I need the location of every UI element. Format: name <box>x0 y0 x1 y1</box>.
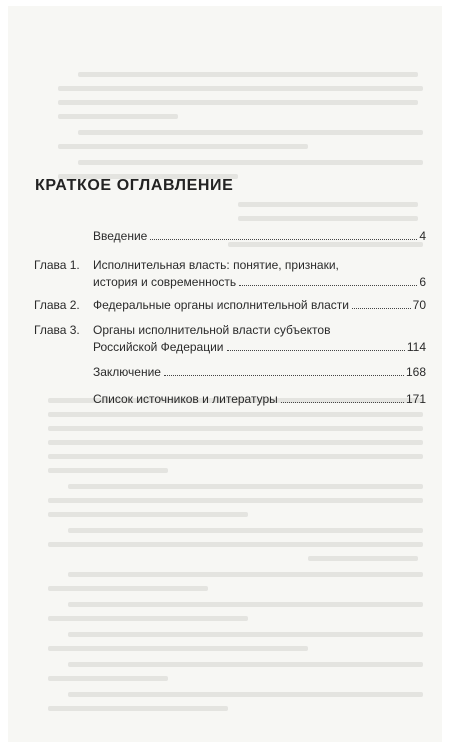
dot-leader <box>164 375 404 376</box>
toc-entry-page: 114 <box>406 340 426 354</box>
toc-entry-conclusion[interactable] <box>34 364 426 381</box>
toc-entry-title-line-1: Органы исполнительной власти субъектов <box>93 323 331 337</box>
toc-entry-page: 4 <box>419 229 426 243</box>
toc-entry-title: Список источников и литературы <box>93 392 278 406</box>
dot-leader <box>227 350 405 351</box>
toc-entry-title-line-2: история и современность <box>93 275 237 289</box>
toc-entry-number: Глава 2. <box>34 298 80 312</box>
dot-leader <box>150 239 417 240</box>
toc-entry-number <box>34 228 93 245</box>
table-of-contents <box>34 228 426 408</box>
toc-entry-chapter-1[interactable] <box>34 257 426 291</box>
toc-entry-title-line-1: Исполнительная власть: понятие, признаки, <box>93 258 339 272</box>
toc-entry-page: 6 <box>419 275 426 289</box>
book-page <box>8 6 442 742</box>
toc-entry-title-line-2: Российской Федерации <box>93 340 224 354</box>
toc-entry-page: 171 <box>405 392 426 406</box>
toc-entry-introduction[interactable] <box>34 228 426 245</box>
toc-entry-number <box>34 364 93 381</box>
toc-entry-chapter-2[interactable] <box>34 297 426 314</box>
toc-entry-title: Введение <box>93 229 148 243</box>
toc-entry-page: 70 <box>412 298 426 312</box>
dot-leader <box>352 308 411 309</box>
toc-entry-page: 168 <box>405 365 426 379</box>
dot-leader <box>239 285 417 286</box>
toc-entry-references[interactable] <box>34 391 426 408</box>
toc-entry-number: Глава 1. <box>34 258 80 272</box>
toc-entry-title: Заключение <box>93 365 161 379</box>
dot-leader <box>281 402 404 403</box>
toc-entry-number <box>34 391 93 408</box>
toc-title: КРАТКОЕ ОГЛАВЛЕНИЕ <box>35 177 234 194</box>
toc-entry-title: Федеральные органы исполнительной власти <box>93 298 349 312</box>
toc-entry-number: Глава 3. <box>34 323 80 337</box>
toc-entry-chapter-3[interactable] <box>34 322 426 356</box>
